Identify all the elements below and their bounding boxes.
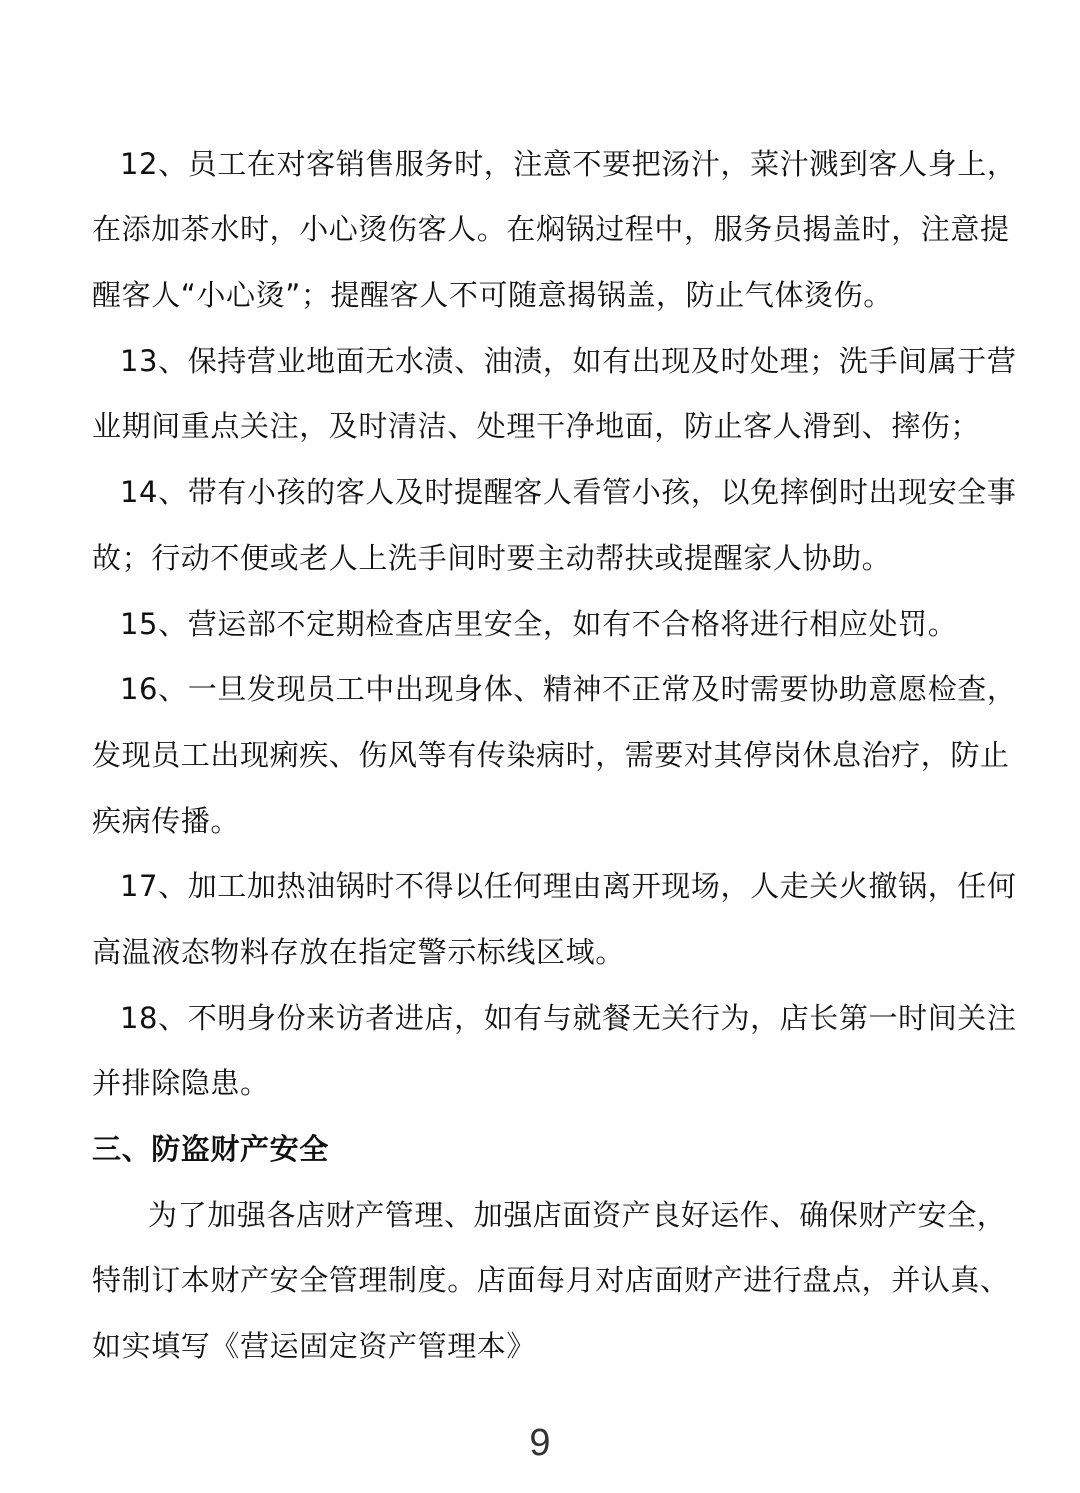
item-12-line-1: 12、员工在对客销售服务时，注意不要把汤汁，菜汁溅到客人身上， [120,147,1017,181]
item-13-line-2: 业期间重点关注，及时清洁、处理干净地面，防止客人滑到、摔伤； [92,409,981,443]
section-paragraph-line-1: 为了加强各店财产管理、加强店面资产良好运作、确保财产安全， [148,1198,1007,1232]
section-heading: 三、防盗财产安全 [92,1132,329,1166]
item-16-line-3: 疾病传播。 [92,804,241,838]
item-17-line-2: 高温液态物料存放在指定警示标线区域。 [92,935,625,969]
item-13-line-1: 13、保持营业地面无水渍、油渍，如有出现及时处理；洗手间属于营 [120,344,1017,378]
section-paragraph-line-2: 特制订本财产安全管理制度。店面每月对店面财产进行盘点，并认真、 [92,1263,1010,1297]
page-number: 9 [529,1422,551,1464]
item-18-line-1: 18、不明身份来访者进店，如有与就餐无关行为，店长第一时间关注 [120,1001,1017,1035]
item-14-line-2: 故；行动不便或老人上洗手间时要主动帮扶或提醒家人协助。 [92,541,892,575]
item-18-line-2: 并排除隐患。 [92,1066,270,1100]
item-14-line-1: 14、带有小孩的客人及时提醒客人看管小孩，以免摔倒时出现安全事 [120,475,1017,509]
section-paragraph-line-3: 如实填写《营运固定资产管理本》 [92,1329,537,1363]
item-12-line-3: 醒客人“小心烫”；提醒客人不可随意揭锅盖，防止气体烫伤。 [92,278,893,312]
item-16-line-2: 发现员工出现痢疾、伤风等有传染病时，需要对其停岗休息治疗，防止 [92,738,1010,772]
item-17-line-1: 17、加工加热油锅时不得以任何理由离开现场，人走关火撤锅，任何 [120,869,1017,903]
item-12-line-2: 在添加茶水时，小心烫伤客人。在焖锅过程中，服务员揭盖时，注意提 [92,212,1010,246]
item-15-line-1: 15、营运部不定期检查店里安全，如有不合格将进行相应处罚。 [120,607,958,641]
item-16-line-1: 16、一旦发现员工中出现身体、精神不正常及时需要协助意愿检查， [120,672,1017,706]
